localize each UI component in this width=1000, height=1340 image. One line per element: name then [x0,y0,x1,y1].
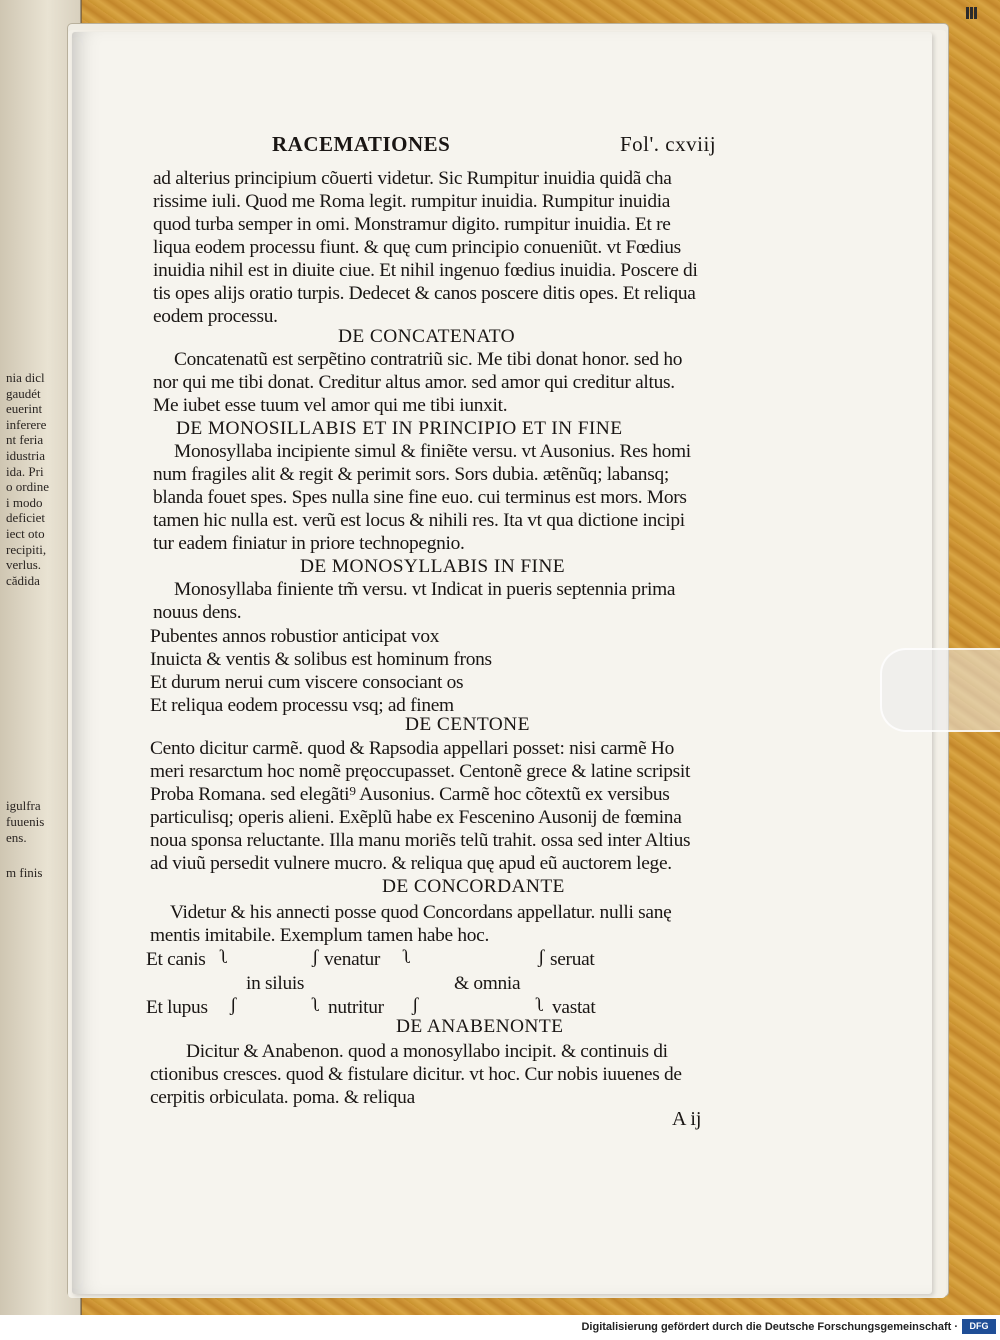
text-line: noua sponsa reluctante. Illa manu moriẽs telũ trahit. ossa sed inter Altius [150,830,691,851]
running-head: RACEMATIONES [272,132,451,156]
example-word: vastat [552,997,596,1018]
text-line: Monosyllaba incipiente simul & finiẽte versu. vt Ausonius. Res homi [174,441,691,462]
signature-mark: A ij [672,1108,702,1130]
section-heading: DE MONOSYLLABIS IN FINE [300,556,566,577]
brace-glyph: ʃ [538,947,545,968]
left-page-fragment: o ordine [6,479,49,495]
text-line: blanda fouet spes. Spes nulla sine fine euo. cui terminus est mors. Mors [153,487,687,508]
left-page-fragment: gaudét [6,385,41,401]
example-word: Et canis [146,949,206,970]
scale-marker [966,6,980,22]
text-line: meri resarctum hoc nomẽ pręoccupasset. Centonẽ grece & latine scripsit [150,761,691,782]
text-line: quod turba semper in omi. Monstramur digito. rumpitur inuidia. Et re [153,214,671,235]
left-page-fragment: euerint [6,401,43,417]
left-page-fragment: verlus. [6,557,42,573]
section-heading: DE CONCORDANTE [382,876,565,897]
left-page-fragment: nia dicl [6,370,45,385]
left-page-fragment: cădida [6,572,40,588]
text-line: particulisq; operis alieni. Exẽplũ habe ex Fescenino Ausonij de fœmina [150,807,682,828]
text-line: tis opes alijs oratio turpis. Dedecet & canos poscere ditis opes. Et reliqua [153,283,696,304]
text-line: cerpitis orbiculata. poma. & reliqua [150,1087,415,1108]
brace-glyph: ʃ [412,995,419,1016]
left-page-fragment: fuuenis [6,813,45,829]
section-heading: DE CONCATENATO [338,326,516,347]
example-word: in siluis [246,973,305,994]
section-heading: DE CENTONE [405,714,530,735]
verse-line: Et durum nerui cum viscere consociant os [150,672,464,693]
example-word: nutritur [328,997,384,1018]
example-word: venatur [324,949,381,970]
text-line: tamen hic nulla est. verũ est locus & nihili res. Ita vt qua dictione incipi [153,510,685,531]
text-line: eodem processu. [153,306,278,327]
text-line: tur eadem finiatur in priore technopegnio. [153,533,465,554]
text-line: Cento dicitur carmẽ. quod & Rapsodia appellari posset: nisi carmẽ Ho [150,738,675,759]
text-line: Proba Romana. sed elegãti⁹ Ausonius. Carmẽ hoc cõtextũ ex versibus [150,784,670,805]
brace-glyph: ʃ [312,947,319,968]
left-page-fragment: i modo [6,494,43,510]
left-page-fragment: recipiti, [6,541,47,557]
text-line: Dicitur & Anabenon. quod a monosyllabo incipit. & continuis di [186,1041,668,1062]
left-page-fragment: iect oto [6,525,45,541]
brace-glyph: ʅ [403,947,412,968]
section-heading: DE ANABENONTE [396,1016,564,1037]
text-line: Monosyllaba finiente tm̃ versu. vt Indicat in pueris septennia prima [174,579,676,600]
text-line: num fragiles alit & regit & perimit sors. Sors dubia. ætẽnũq; labansq; [153,464,669,485]
text-line: ctionibus cresces. quod & fistulare dicitur. vt hoc. Cur nobis iuuenes de [150,1064,682,1085]
dfg-logo: DFG [962,1319,996,1334]
left-page-fragment: nt feria [6,432,44,448]
folio-number: Fol'. cxviij [620,132,717,156]
left-page-fragment: ida. Pri [6,463,44,479]
text-line: nouus dens. [153,602,242,623]
text-line: ad alterius principium cõuerti videtur. Sic Rumpitur inuidia quidã cha [153,168,672,189]
left-page-fragment: deficiet [6,510,45,526]
text-line: ad viuũ persedit vulnere mucro. & reliqua quę apud eũ auctorem lege. [150,853,672,874]
text-line: nor qui me tibi donat. Creditur altus amor. sed amor qui creditur altus. [153,372,675,393]
left-page-fragment: idustria [6,447,45,463]
text-line: mentis imitabile. Exemplum tamen habe hoc. [150,925,490,946]
left-page-fragment: ens. [6,829,27,845]
left-page-fragment: inferere [6,416,47,432]
page-marker-tab [880,648,1000,732]
left-page-fragment: igulfra [6,798,41,814]
brace-glyph: ʅ [220,947,229,968]
example-word: Et lupus [146,997,208,1018]
brace-glyph: ʅ [312,995,321,1016]
text-line: rissime iuli. Quod me Roma legit. rumpitur inuidia. Rumpitur inuidia [153,191,671,212]
example-word: & omnia [454,973,521,994]
text-line: Me iubet esse tuum vel amor qui me tibi iunxit. [153,395,508,416]
brace-glyph: ʅ [536,995,545,1016]
text-line: Concatenatũ est serpẽtino contratriũ sic. Me tibi donat honor. sed ho [174,349,683,370]
left-page-fragment: m finis [6,865,43,881]
verse-line: Et reliqua eodem processu vsq; ad finem [150,695,454,716]
example-word: seruat [550,949,595,970]
verse-line: Inuicta & ventis & solibus est hominum frons [150,649,492,670]
text-line: Videtur & his annecti posse quod Concordans appellatur. nulli sanę [170,902,672,923]
verse-line: Pubentes annos robustior anticipat vox [150,626,440,647]
text-line: liqua eodem processu fiunt. & quę cum principio conueniũt. vt Fœdius [153,237,681,258]
funding-credit: Digitalisierung gefördert durch die Deutsche Forschungsgemeinschaft · [581,1321,958,1333]
footer-bar [0,1315,1000,1340]
section-heading: DE MONOSILLABIS ET IN PRINCIPIO ET IN FINE [176,418,623,439]
brace-glyph: ʃ [230,995,237,1016]
text-line: inuidia nihil est in diuite ciue. Et nihil ingenuo fœdius inuidia. Poscere di [153,260,698,281]
